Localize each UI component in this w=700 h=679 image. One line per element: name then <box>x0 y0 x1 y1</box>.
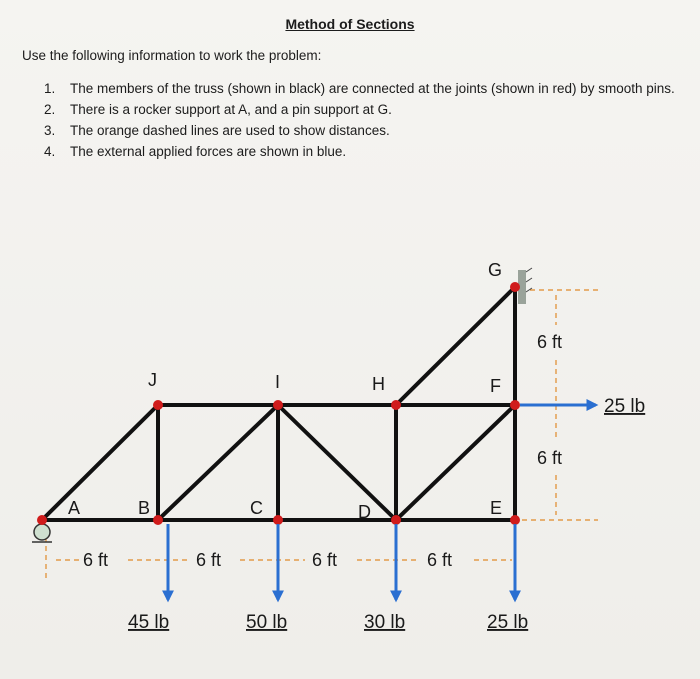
joint-label-C: C <box>250 498 263 518</box>
rocker-support-A <box>32 524 52 542</box>
dimension-label-CD: 6 ft <box>312 550 338 570</box>
joint-label-J: J <box>148 370 157 390</box>
joint-I <box>273 400 283 410</box>
intro-text: Use the following information to work the problem: <box>22 48 322 63</box>
joint-C <box>273 515 283 525</box>
joint-label-B: B <box>138 498 151 518</box>
dimension-label-DE: 6 ft <box>427 550 453 570</box>
joint-D <box>391 515 401 525</box>
pin-support-G <box>518 268 532 304</box>
instruction-number: 4. <box>44 144 56 159</box>
instruction-number: 2. <box>44 102 56 117</box>
joint-A <box>37 515 47 525</box>
dimension-label-GF: 6 ft <box>537 332 563 352</box>
joint-J <box>153 400 163 410</box>
instruction-text: The external applied forces are shown in blue. <box>70 144 347 159</box>
member-ID <box>278 405 396 520</box>
dimension-label-BC: 6 ft <box>196 550 222 570</box>
joint-G <box>510 282 520 292</box>
dimension-label-FE: 6 ft <box>537 448 563 468</box>
joint-E <box>510 515 520 525</box>
force-label-C: 50 lb <box>246 612 288 633</box>
joint-label-E: E <box>490 498 503 518</box>
force-label-D: 30 lb <box>364 612 406 633</box>
joint-H <box>391 400 401 410</box>
applied-forces <box>168 405 596 600</box>
joint-label-I: I <box>275 372 281 392</box>
joint-F <box>510 400 520 410</box>
joint-label-D: D <box>358 502 371 522</box>
dimension-label-AB: 6 ft <box>83 550 109 570</box>
joint-label-F: F <box>490 376 501 396</box>
force-label-F: 25 lb <box>604 396 646 417</box>
force-label-B: 45 lb <box>128 612 170 633</box>
instruction-number: 3. <box>44 123 56 138</box>
instruction-number: 1. <box>44 81 56 96</box>
instruction-text: The orange dashed lines are used to show distances. <box>70 123 390 138</box>
force-label-E: 25 lb <box>487 612 529 633</box>
joint-B <box>153 515 163 525</box>
page-title: Method of Sections <box>285 16 415 32</box>
joint-label-G: G <box>488 260 503 280</box>
joint-label-H: H <box>372 374 385 394</box>
instruction-text: The members of the truss (shown in black) are connected at the joints (shown in red) by smooth pins. <box>70 81 675 96</box>
instruction-text: There is a rocker support at A, and a pin support at G. <box>70 102 392 117</box>
joint-label-A: A <box>68 498 81 518</box>
